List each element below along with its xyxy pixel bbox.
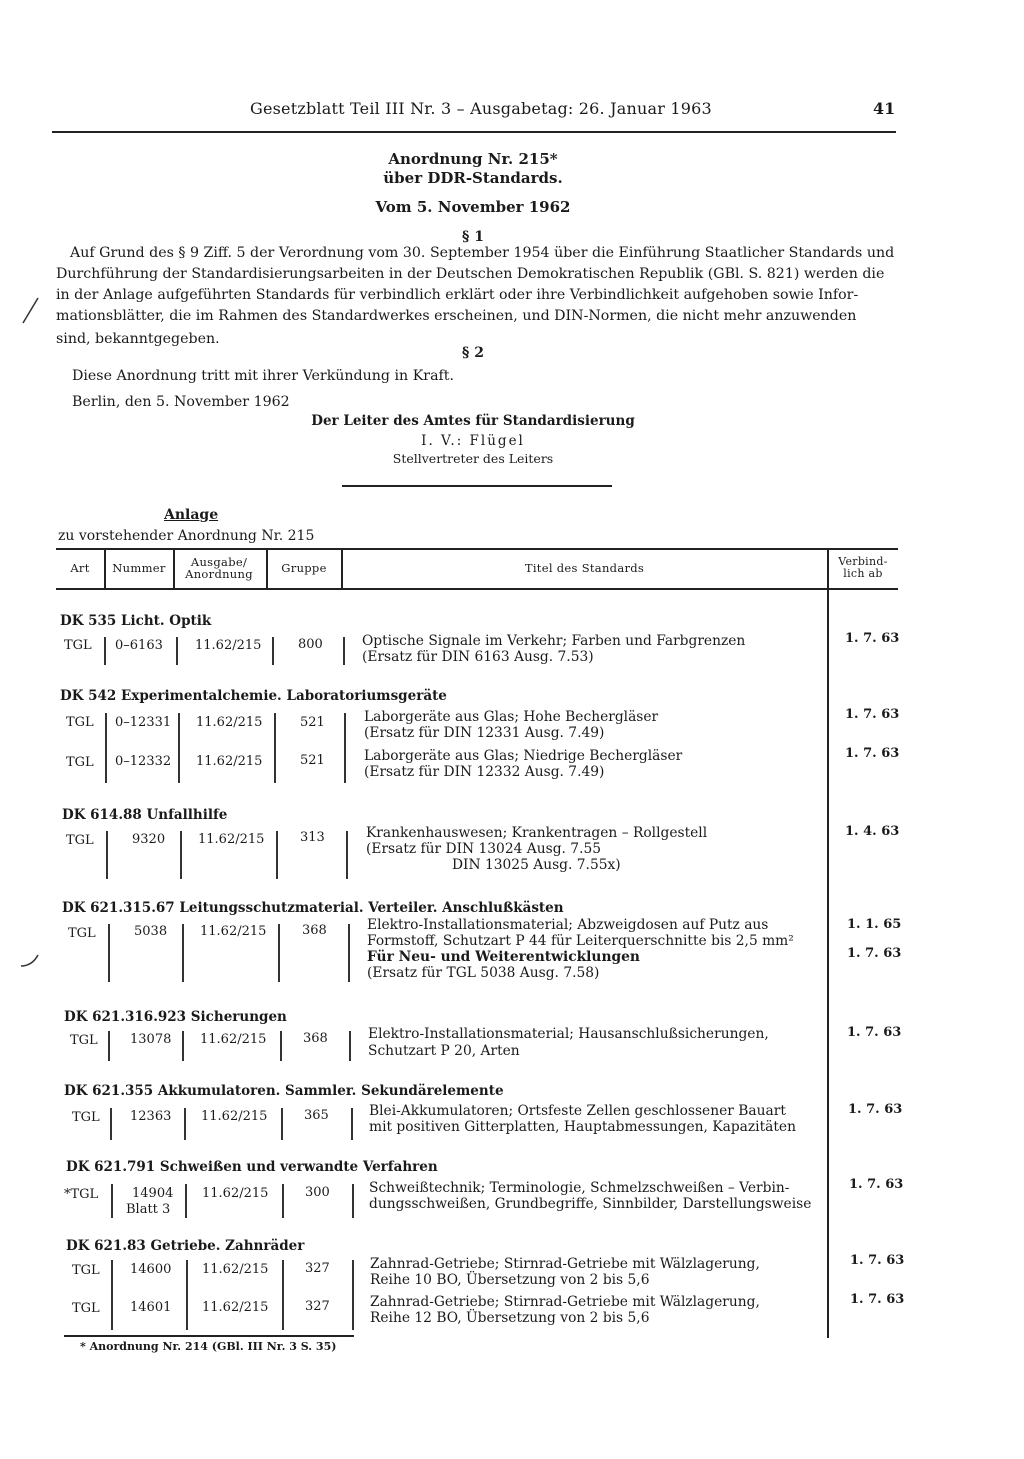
cell-divider bbox=[182, 924, 184, 982]
section-heading: DK 621.315.67 Leitungsschutzmaterial. Verteiler. Anschlußkästen bbox=[62, 900, 564, 916]
row-title-line: Elektro-Installationsmaterial; Abzweigdosen auf Putz aus bbox=[367, 917, 769, 933]
row-verbindlich: 1. 7. 63 bbox=[849, 1177, 904, 1192]
row-art: *TGL bbox=[64, 1187, 99, 1202]
cell-divider bbox=[282, 1260, 284, 1330]
row-gruppe: 800 bbox=[298, 637, 323, 652]
cell-divider bbox=[272, 637, 274, 665]
cell-divider bbox=[111, 1260, 113, 1330]
signatory-role: Stellvertreter des Leiters bbox=[392, 451, 554, 466]
cell-divider bbox=[346, 831, 348, 879]
header-rule bbox=[52, 131, 896, 133]
row-art: TGL bbox=[66, 755, 94, 770]
row-verbindlich: 1. 7. 63 bbox=[845, 707, 900, 722]
cell-divider bbox=[108, 1031, 110, 1061]
row-verbindlich: 1. 7. 63 bbox=[850, 1253, 905, 1268]
row-ausgabe: 11.62/215 bbox=[196, 715, 263, 730]
sec1-line-2: Durchführung der Standardisierungsarbeiten in der Deutschen Demokratischen Republik (GBl. S. 821) werden die bbox=[56, 266, 885, 282]
row-ausgabe: 11.62/215 bbox=[202, 1262, 269, 1277]
row-gruppe: 327 bbox=[305, 1261, 330, 1276]
row-art: TGL bbox=[68, 926, 96, 941]
row-art: TGL bbox=[72, 1301, 100, 1316]
cell-divider bbox=[184, 1108, 186, 1140]
cell-divider bbox=[352, 1184, 354, 1218]
row-ausgabe: 11.62/215 bbox=[196, 754, 263, 769]
annex-subtitle: zu vorstehender Anordnung Nr. 215 bbox=[58, 528, 315, 544]
cell-divider bbox=[281, 1108, 283, 1140]
row-nummer: 5038 bbox=[134, 924, 168, 939]
row-art: TGL bbox=[72, 1263, 100, 1278]
page-header bbox=[0, 99, 1024, 129]
gazette-title: Gesetzblatt Teil III Nr. 3 – Ausgabetag: 26. Januar 1963 bbox=[250, 99, 712, 118]
cell-divider bbox=[110, 1108, 112, 1140]
section-heading: DK 614.88 Unfallhilfe bbox=[62, 807, 228, 823]
row-title-line: Laborgeräte aus Glas; Niedrige Bechergläser bbox=[364, 748, 683, 764]
cell-divider bbox=[349, 1031, 351, 1061]
footnote: * Anordnung Nr. 214 (GBl. III Nr. 3 S. 35) bbox=[80, 1340, 337, 1353]
section-heading: DK 542 Experimentalchemie. Laboratoriumsgeräte bbox=[60, 688, 447, 704]
cell-divider bbox=[274, 713, 276, 783]
col-gruppe: Gruppe bbox=[281, 561, 327, 575]
footnote-rule bbox=[64, 1335, 354, 1337]
row-title-line: DIN 13025 Ausg. 7.55x) bbox=[452, 857, 621, 873]
cell-divider bbox=[348, 924, 350, 982]
row-title-line: Laborgeräte aus Glas; Hohe Bechergläser bbox=[364, 709, 659, 725]
row-title-line: Elektro-Installationsmaterial; Hausanschlußsicherungen, bbox=[368, 1026, 769, 1042]
row-ausgabe: 11.62/215 bbox=[198, 832, 265, 847]
section-2-label: § 2 bbox=[462, 345, 484, 361]
verbindlich-divider bbox=[827, 548, 829, 1338]
place-date: Berlin, den 5. November 1962 bbox=[72, 394, 290, 410]
cell-divider bbox=[182, 1031, 184, 1061]
row-title-line: Schweißtechnik; Terminologie, Schmelzschweißen – Verbin- bbox=[369, 1180, 790, 1196]
col-titel: Titel des Standards bbox=[524, 561, 645, 575]
row-title-line: Reihe 10 BO, Übersetzung von 2 bis 5,6 bbox=[370, 1272, 650, 1288]
row-ausgabe: 11.62/215 bbox=[202, 1300, 269, 1315]
row-gruppe: 521 bbox=[300, 715, 325, 730]
cell-divider bbox=[351, 1108, 353, 1140]
sec1-line-1: Auf Grund des § 9 Ziff. 5 der Verordnung vom 30. September 1954 über die Einführung Staatlicher Standards und bbox=[70, 245, 895, 261]
margin-slash-mark bbox=[20, 296, 42, 326]
row-nummer: 13078 bbox=[130, 1032, 172, 1047]
row-ausgabe: 11.62/215 bbox=[200, 1032, 267, 1047]
row-ausgabe: 11.62/215 bbox=[200, 924, 267, 939]
sec1-line-5: sind, bekanntgegeben. bbox=[56, 331, 220, 347]
col-ausgabe: Ausgabe/ Anordnung bbox=[185, 555, 253, 581]
col-art: Art bbox=[70, 561, 90, 575]
page-number: 41 bbox=[873, 99, 896, 118]
row-gruppe: 365 bbox=[304, 1108, 329, 1123]
row-gruppe: 300 bbox=[305, 1185, 330, 1200]
row-nummer: 9320 bbox=[132, 832, 166, 847]
row-verbindlich: 1. 7. 63 bbox=[847, 1025, 902, 1040]
section-1-label: § 1 bbox=[462, 229, 484, 245]
row-verbindlich: 1. 7. 63 bbox=[845, 631, 900, 646]
cell-divider bbox=[344, 713, 346, 783]
row-title-line: Reihe 12 BO, Übersetzung von 2 bis 5,6 bbox=[370, 1310, 650, 1326]
row-title-line: Für Neu- und Weiterentwicklungen bbox=[367, 949, 640, 965]
row-nummer: 14904 bbox=[132, 1186, 174, 1201]
cell-divider bbox=[276, 831, 278, 879]
section-heading: DK 621.791 Schweißen und verwandte Verfahren bbox=[66, 1159, 438, 1175]
row-title-line: Blei-Akkumulatoren; Ortsfeste Zellen geschlossener Bauart bbox=[369, 1103, 786, 1119]
row-title-line: (Ersatz für DIN 6163 Ausg. 7.53) bbox=[362, 649, 594, 665]
row-art: TGL bbox=[66, 715, 94, 730]
row-ausgabe: 11.62/215 bbox=[195, 638, 262, 653]
row-art: TGL bbox=[66, 833, 94, 848]
row-nummer: 14601 bbox=[130, 1300, 172, 1315]
col-verbindlich: Verbind- lich ab bbox=[838, 555, 888, 580]
row-title-line: Krankenhauswesen; Krankentragen – Rollgestell bbox=[366, 825, 708, 841]
table-header bbox=[56, 548, 898, 590]
cell-divider bbox=[106, 831, 108, 879]
row-title-line: Formstoff, Schutzart P 44 für Leiterquerschnitte bis 2,5 mm² bbox=[367, 933, 794, 949]
row-verbindlich: 1. 7. 63 bbox=[848, 1102, 903, 1117]
row-nummer: 0–12332 bbox=[115, 754, 172, 769]
row-verbindlich: 1. 4. 63 bbox=[845, 824, 900, 839]
row-title-line: Optische Signale im Verkehr; Farben und Farbgrenzen bbox=[362, 633, 746, 649]
cell-divider bbox=[280, 1031, 282, 1061]
row-nummer: 0–12331 bbox=[115, 715, 172, 730]
signatory-title: Der Leiter des Amtes für Standardisierung bbox=[311, 413, 635, 429]
row-title-line: (Ersatz für DIN 12332 Ausg. 7.49) bbox=[364, 764, 605, 780]
row-title-line: Zahnrad-Getriebe; Stirnrad-Getriebe mit Wälzlagerung, bbox=[370, 1256, 760, 1272]
section-heading: DK 535 Licht. Optik bbox=[60, 613, 212, 629]
row-art: TGL bbox=[70, 1033, 98, 1048]
cell-divider bbox=[352, 1260, 354, 1330]
cell-divider bbox=[108, 924, 110, 982]
cell-divider bbox=[104, 637, 106, 665]
row-gruppe: 327 bbox=[305, 1299, 330, 1314]
row-title-line: Schutzart P 20, Arten bbox=[368, 1043, 520, 1059]
row-gruppe: 313 bbox=[300, 830, 325, 845]
row-nummer: 0–6163 bbox=[115, 638, 163, 653]
section-heading: DK 621.83 Getriebe. Zahnräder bbox=[66, 1238, 305, 1254]
row-ausgabe: 11.62/215 bbox=[201, 1109, 268, 1124]
signatory-name: I. V.: Flügel bbox=[421, 433, 525, 449]
row-title-line: Zahnrad-Getriebe; Stirnrad-Getriebe mit Wälzlagerung, bbox=[370, 1294, 760, 1310]
ordinance-date: Vom 5. November 1962 bbox=[375, 198, 571, 216]
margin-tick-mark bbox=[18, 952, 42, 970]
row-verbindlich: 1. 7. 63 bbox=[845, 746, 900, 761]
row-title-line: (Ersatz für DIN 12331 Ausg. 7.49) bbox=[364, 725, 605, 741]
cell-divider bbox=[278, 924, 280, 982]
row-gruppe: 521 bbox=[300, 753, 325, 768]
row-verbindlich: 1. 1. 65 bbox=[847, 917, 902, 932]
separator-rule bbox=[342, 485, 612, 487]
row-title-line: (Ersatz für TGL 5038 Ausg. 7.58) bbox=[367, 965, 600, 981]
row-gruppe: 368 bbox=[302, 923, 327, 938]
cell-divider bbox=[180, 831, 182, 879]
cell-divider bbox=[282, 1184, 284, 1218]
cell-divider bbox=[111, 1184, 113, 1218]
row-art: TGL bbox=[64, 638, 92, 653]
row-nummer-sheet: Blatt 3 bbox=[126, 1202, 171, 1217]
cell-divider bbox=[105, 713, 107, 783]
ordinance-title-line2: über DDR-Standards. bbox=[383, 169, 563, 187]
row-ausgabe: 11.62/215 bbox=[202, 1186, 269, 1201]
col-nummer: Nummer bbox=[112, 561, 166, 575]
cell-divider bbox=[343, 637, 345, 665]
ordinance-title bbox=[300, 150, 646, 188]
section-heading: DK 621.316.923 Sicherungen bbox=[64, 1009, 287, 1025]
row-title-line: (Ersatz für DIN 13024 Ausg. 7.55 bbox=[366, 841, 602, 857]
row-title-line: mit positiven Gitterplatten, Hauptabmessungen, Kapazitäten bbox=[369, 1119, 796, 1135]
row-nummer: 14600 bbox=[130, 1262, 172, 1277]
sec1-line-4: mationsblätter, die im Rahmen des Standardwerkes erscheinen, und DIN-Normen, die nicht mehr anzuwenden bbox=[56, 308, 857, 324]
cell-divider bbox=[176, 637, 178, 665]
annex-title: Anlage bbox=[164, 507, 219, 523]
row-verbindlich: 1. 7. 63 bbox=[847, 946, 902, 961]
row-nummer: 12363 bbox=[130, 1109, 172, 1124]
row-gruppe: 368 bbox=[303, 1031, 328, 1046]
cell-divider bbox=[185, 1184, 187, 1218]
row-art: TGL bbox=[72, 1110, 100, 1125]
table-header-rule bbox=[56, 588, 898, 590]
sec1-line-3: in der Anlage aufgeführten Standards für verbindlich erklärt oder ihre Verbindlichkeit aufgehoben sowie Infor- bbox=[56, 287, 859, 303]
cell-divider bbox=[178, 713, 180, 783]
cell-divider bbox=[186, 1260, 188, 1330]
row-verbindlich: 1. 7. 63 bbox=[850, 1292, 905, 1307]
ordinance-title-line1: Anordnung Nr. 215* bbox=[388, 150, 558, 168]
sec2-text: Diese Anordnung tritt mit ihrer Verkündung in Kraft. bbox=[72, 368, 454, 384]
row-title-line: dungsschweißen, Grundbegriffe, Sinnbilder, Darstellungsweise bbox=[369, 1196, 812, 1212]
section-heading: DK 621.355 Akkumulatoren. Sammler. Sekundärelemente bbox=[64, 1083, 504, 1099]
